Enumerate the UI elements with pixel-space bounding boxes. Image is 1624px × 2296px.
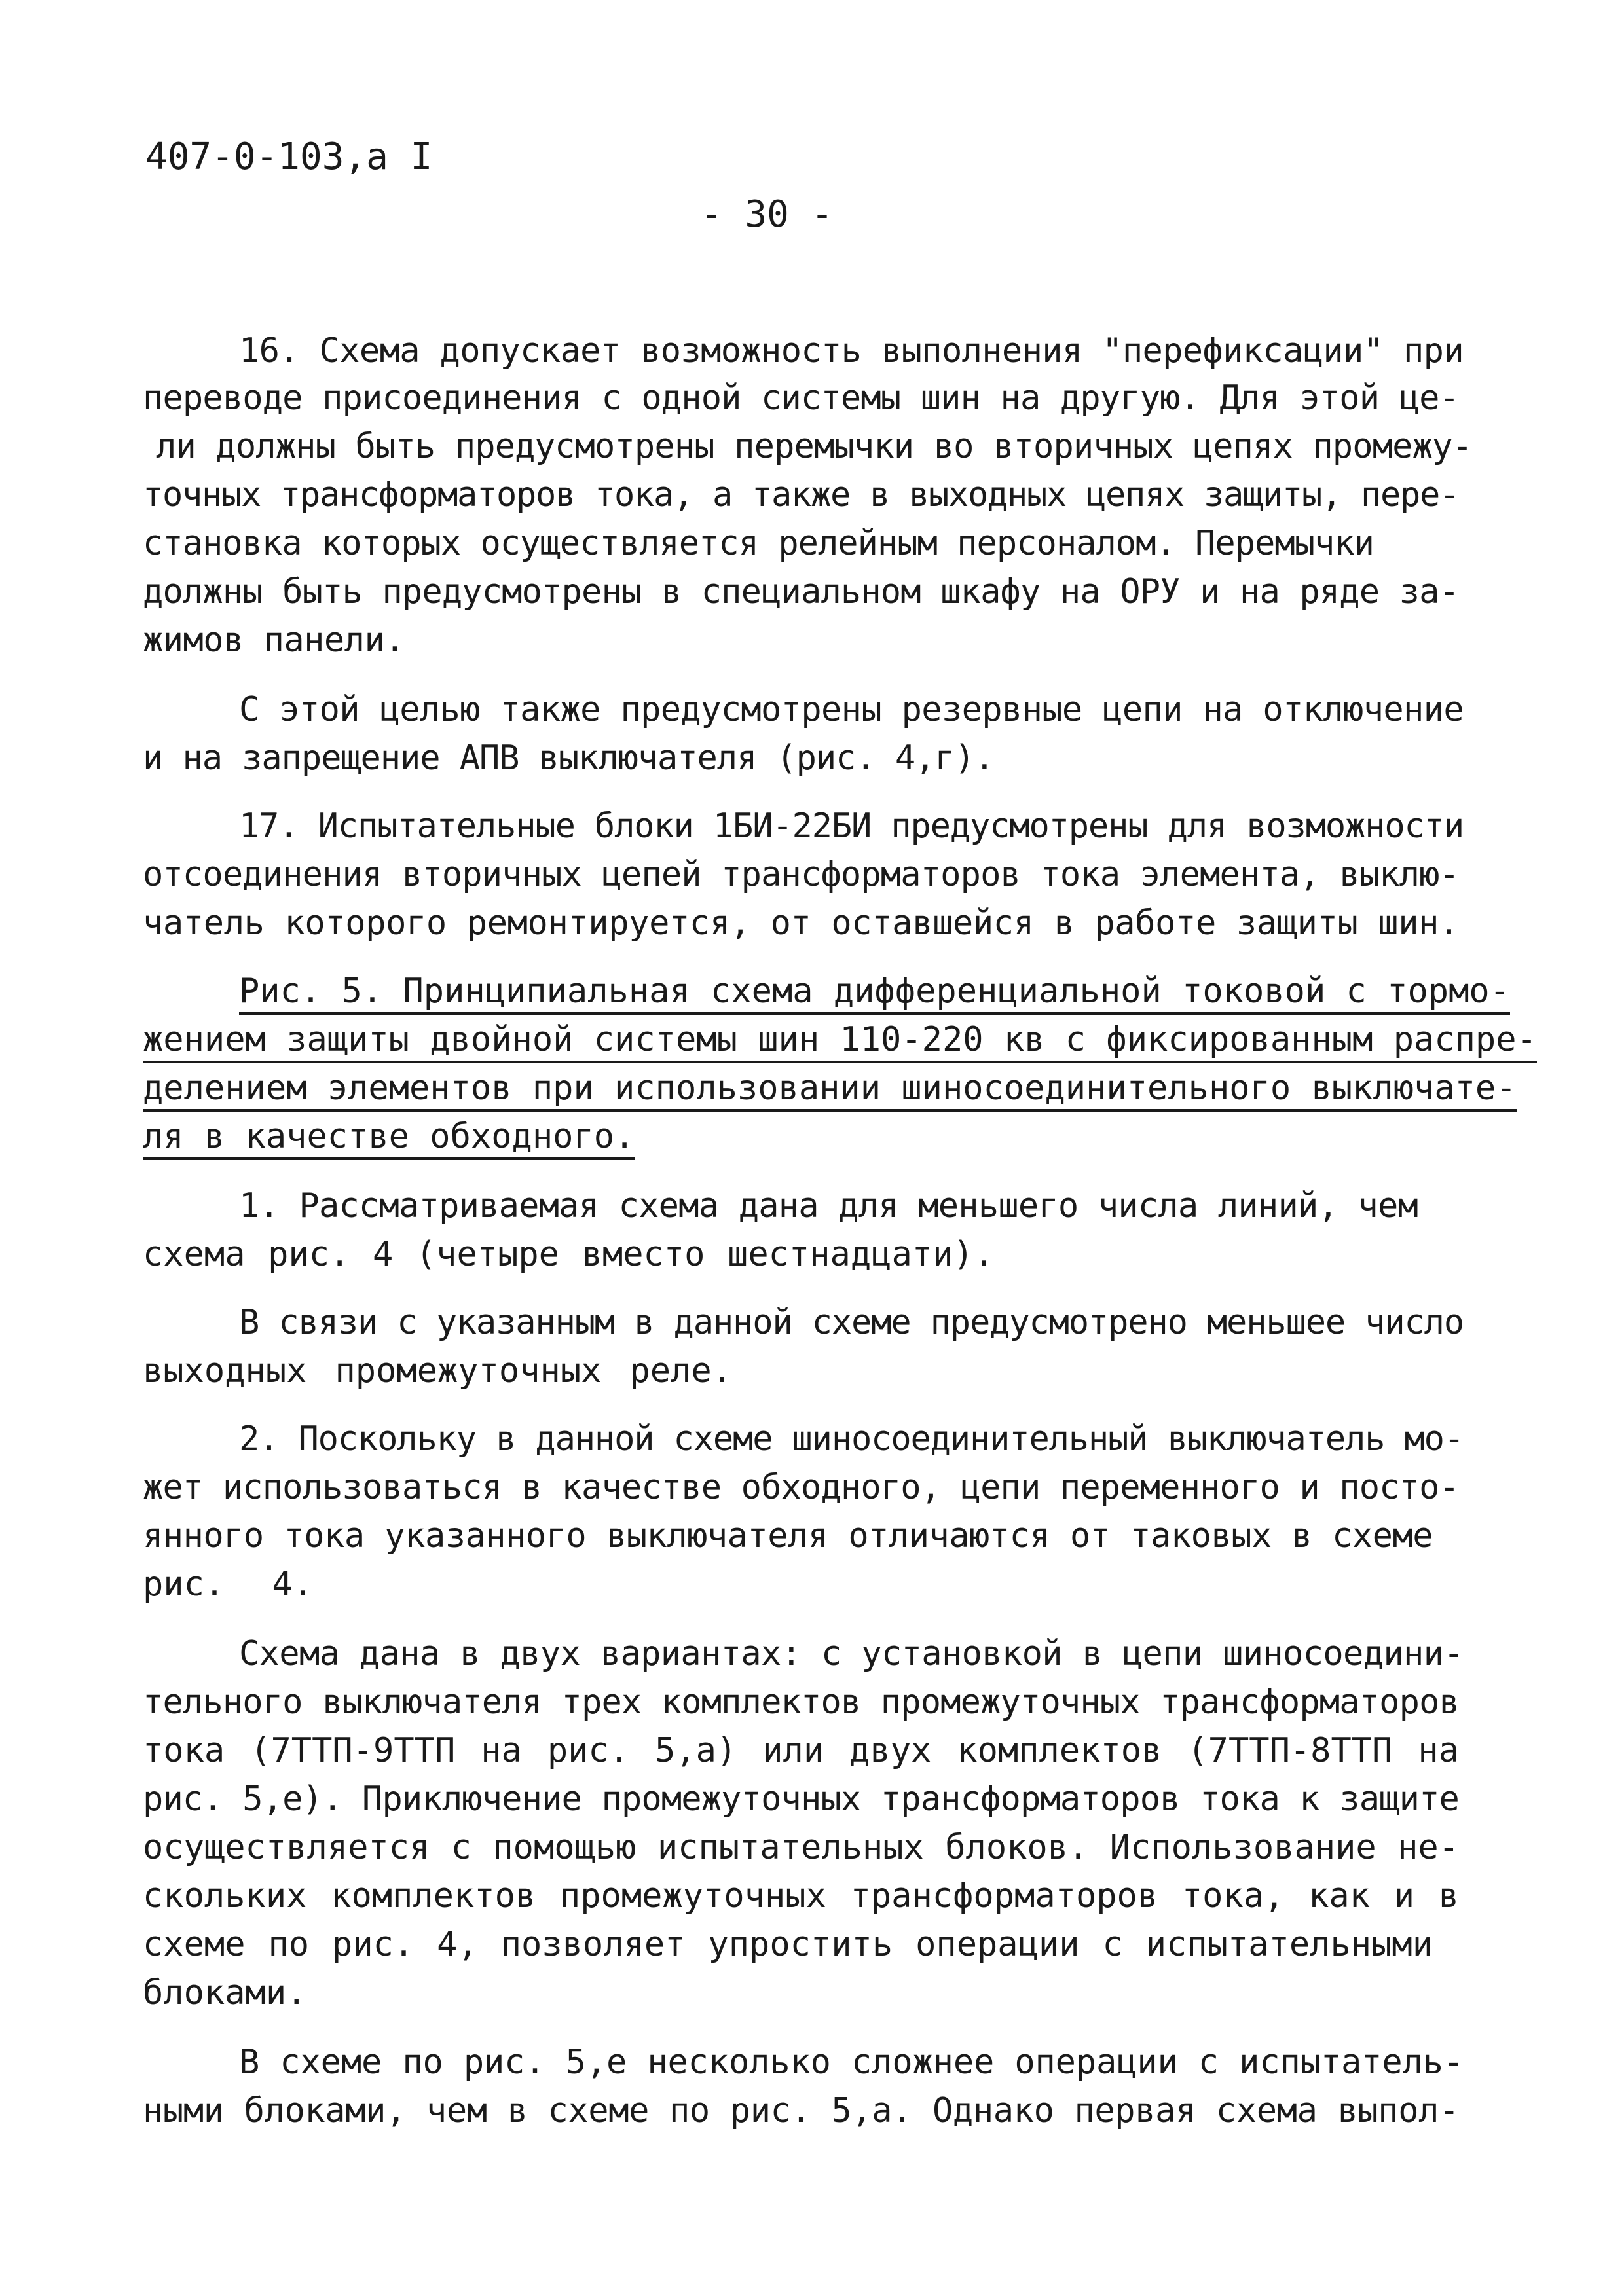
text-line: схема рис. 4 (четыре вместо шестнадцати). [143,1235,994,1274]
text-line: осуществляется с помощью испытательных блоков. Использование не- [143,1828,1459,1867]
text-line: должны быть предусмотрены в специальном шкафу на ОРУ и на ряде за- [143,572,1459,611]
text-line: рис. 5,е). Приключение промежуточных трансформаторов тока к защите [143,1779,1459,1819]
text-line: тельного выключателя трех комплектов промежуточных трансформаторов [143,1683,1459,1722]
text-line: Схема дана в двух вариантах: с установкой в цепи шиносоедини- [239,1634,1464,1673]
text-line: точных трансформаторов тока, а также в выходных цепях защиты, пере- [143,475,1459,515]
text-line: В связи с указанным в данной схеме предусмотрено меньшее число [239,1303,1464,1342]
text-line: жет использоваться в качестве обходного, цепи переменного и посто- [143,1468,1459,1507]
text-line: становка которых осуществляется релейным персоналом. Перемычки [143,524,1374,563]
text-line: чатель которого ремонтируется, от оставшейся в работе защиты шин. [143,903,1459,943]
figure-caption-line: делением элементов при использовании шиносоединительного выключате- [143,1071,1517,1105]
figure-caption-line: ля в качестве обходного. [143,1120,635,1154]
text-line: ными блоками, чем в схеме по рис. 5,а. Однако первая схема выпол- [143,2091,1459,2130]
text-line: С этой целью также предусмотрены резервные цепи на отключение [239,690,1464,729]
text-line: 16. Схема допускает возможность выполнения "перефиксации" при [239,331,1464,371]
document-code: 407-0-103,a I [145,136,433,178]
text-line: янного тока указанного выключателя отличаются от таковых в схеме [143,1516,1433,1556]
text-line: выходных промежуточных реле. [143,1351,732,1391]
text-line: скольких комплектов промежуточных трансформаторов тока, как и в [143,1876,1459,1916]
figure-caption-line: жением защиты двойной системы шин 110-220 кв с фиксированным распре- [143,1023,1537,1057]
text-line: 17. Испытательные блоки 1БИ-22БИ предусмотрены для возможности [239,807,1464,846]
page-number: - 30 - [701,193,834,236]
text-line: В схеме по рис. 5,е несколько сложнее операции с испытатель- [239,2043,1464,2082]
text-line: и на запрещение АПВ выключателя (рис. 4,г). [143,738,994,778]
text-line: схеме по рис. 4, позволяет упростить операции с испытательными [143,1925,1433,1964]
text-line: переводе присоединения с одной системы шин на другую. Для этой це- [143,378,1459,418]
text-line: рис. 4. [143,1565,313,1604]
text-line: 1. Рассматриваемая схема дана для меньшего числа линий, чем [239,1186,1418,1226]
text-line: тока (7ТТП-9ТТП на рис. 5,а) или двух комплектов (7ТТП-8ТТП на [143,1731,1459,1770]
text-line: 2. Поскольку в данной схеме шиносоединительный выключатель мо- [239,1419,1464,1459]
text-line: блоками. [143,1973,307,2013]
text-line: отсоединения вторичных цепей трансформаторов тока элемента, выклю- [143,855,1459,894]
figure-caption-line: Рис. 5. Принципиальная схема дифференциальной токовой с тормо- [239,974,1510,1008]
text-line: ли должны быть предусмотрены перемычки во вторичных цепях промежу- [156,427,1472,466]
text-line: жимов панели. [143,621,405,660]
